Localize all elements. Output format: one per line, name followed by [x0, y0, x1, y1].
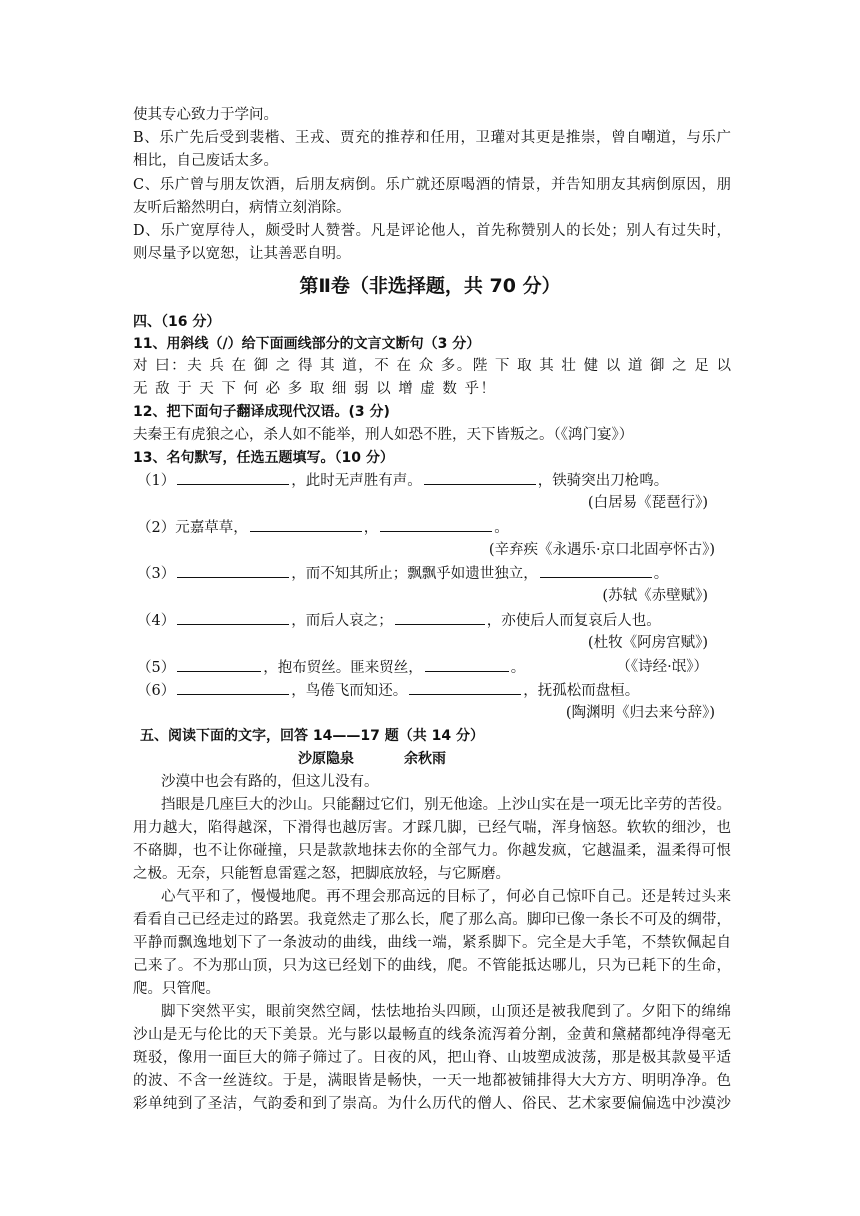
option-b-line2: 相比，自己废话太多。 — [133, 153, 278, 169]
item-text: ，此时无声胜有声。 — [291, 473, 422, 489]
answer-blank[interactable] — [395, 609, 485, 625]
question-12: 12、把下面句子翻译成现代汉语。(3 分) — [133, 404, 390, 420]
q11-passage-line1: 对 曰：夫 兵 在 御 之 得 其 道，不 在 众 多。陛 下 取 其 壮 健 以 道 御 之 足 以 — [133, 358, 731, 374]
item-number: （6） — [137, 683, 176, 699]
essay-p2-line4: 之极。无奈，只能暂息雷霆之怒，把脚底放轻，与它厮磨。 — [133, 866, 510, 882]
source-citation: (陶渊明《归去来兮辞》) — [565, 705, 715, 721]
essay-p4-line2: 沙山是无与伦比的天下美景。光与影以最畅直的线条流泻着分割，金黄和黛赭都纯净得毫无 — [133, 1027, 731, 1043]
essay-p3-line2: 看看自己已经走过的路罢。我竟然走了那么长，爬了那么高。脚印已像一条长不可及的绸带， — [133, 912, 731, 928]
item-number: （5） — [137, 660, 176, 676]
item-text: 。 — [510, 660, 526, 676]
item-text: ，亦使后人而复哀后人也。 — [486, 613, 661, 629]
option-c-line2: 友听后豁然明白，病情立刻消除。 — [133, 200, 351, 216]
essay-p3-line5: 爬。只管爬。 — [133, 981, 220, 997]
answer-blank[interactable] — [177, 469, 289, 485]
essay-p3-line1: 心气平和了，慢慢地爬。再不理会那高远的目标了，何必自己惊吓自己。还是转过头来 — [161, 889, 731, 905]
essay-p2-line1: 挡眼是几座巨大的沙山。只能翻过它们，别无他途。上沙山实在是一项无比辛劳的苦役。 — [161, 797, 731, 813]
answer-blank[interactable] — [177, 562, 289, 578]
question-13: 13、名句默写，任选五题填写。（10 分） — [133, 450, 394, 466]
fill-item-6 — [137, 679, 639, 702]
essay-p4-line1: 脚下突然平实，眼前突然空阔，怯怯地抬头四顾，山顶还是被我爬到了。夕阳下的绵绵 — [161, 1004, 731, 1020]
item-number: （4） — [137, 613, 176, 629]
item-number: （1） — [137, 473, 176, 489]
q11-passage-line2: 无 敌 于 天 下 何 必 多 取 细 弱 以 增 虚 数 乎！ — [133, 381, 495, 397]
essay-p3-line4: 己来了。不为那山顶，只为这已经划下的曲线，爬。不管能抵达哪儿，只为已耗下的生命， — [133, 958, 731, 974]
item-text: ，鸟倦飞而知还。 — [291, 683, 408, 699]
essay-author: 余秋雨 — [404, 751, 446, 767]
item-text: ，抱布贸丝。匪来贸丝， — [263, 660, 423, 676]
question-11: 11、用斜线（/）给下面画线部分的文言文断句（3 分） — [133, 336, 481, 352]
fill-item-4 — [137, 609, 661, 632]
answer-blank[interactable] — [540, 562, 652, 578]
answer-blank[interactable] — [177, 609, 289, 625]
fill-item-5 — [137, 656, 525, 679]
essay-p4-line4: 的波、不含一丝涟纹。于是，满眼皆是畅快，一天一地都被铺排得大大方方、明明净净。色 — [133, 1073, 731, 1089]
source-citation: (辛弃疾《永遇乐·京口北固亭怀古》) — [488, 542, 715, 558]
item-text: ，而后人哀之； — [291, 613, 393, 629]
item-text: ，铁骑突出刀枪鸣。 — [537, 473, 669, 489]
fill-item-2 — [137, 516, 509, 539]
item-text: 。 — [494, 520, 509, 536]
option-b-line1: B、乐广先后受到裴楷、王戎、贾充的推荐和任用，卫瓘对其更是推崇，曾自嘲道，与乐广 — [133, 130, 731, 146]
text-line: 使其专心致力于学问。 — [133, 107, 278, 123]
answer-blank[interactable] — [177, 656, 261, 672]
source-citation: （《诗经·氓》） — [616, 659, 708, 675]
essay-p3-line3: 平静而飘逸地划下了一条波动的曲线，曲线一端，紧系脚下。完全是大手笔，不禁钦佩起自 — [133, 935, 731, 951]
answer-blank[interactable] — [409, 679, 521, 695]
part-five-instruction: 五、阅读下面的文字，回答 14——17 题（共 14 分） — [140, 728, 484, 744]
essay-title: 沙原隐泉 — [298, 751, 354, 767]
part-four-label: 四、（16 分） — [133, 314, 221, 330]
fill-item-3 — [137, 562, 668, 585]
fill-item-1 — [137, 469, 668, 492]
essay-p2-line2: 用力越大，陷得越深，下滑得也越厉害。才踩几脚，已经气喘，浑身恼怒。软软的细沙，也 — [133, 820, 731, 836]
essay-p4-line3: 斑驳，像用一面巨大的筛子筛过了。日夜的风，把山脊、山坡塑成波荡，那是极其款曼平适 — [133, 1050, 731, 1066]
answer-blank[interactable] — [425, 656, 509, 672]
q12-sentence: 夫秦王有虎狼之心，杀人如不能举，刑人如恐不胜，天下皆叛之。（《鸿门宴》） — [133, 427, 634, 443]
essay-p4-line5: 彩单纯到了圣洁，气韵委和到了崇高。为什么历代的僧人、俗民、艺术家要偏偏选中沙漠沙 — [133, 1096, 731, 1112]
option-d-line2: 则尽量予以宽恕，让其善恶自明。 — [133, 246, 351, 262]
answer-blank[interactable] — [250, 516, 362, 532]
answer-blank[interactable] — [177, 679, 289, 695]
item-text: （2）元嘉草草， — [137, 520, 248, 536]
essay-paragraph-1: 沙漠中也会有路的，但这儿没有。 — [161, 774, 379, 790]
item-text: ，而不知其所止；飘飘乎如遗世独立， — [291, 566, 538, 582]
essay-p2-line3: 不硌脚，也不让你碰撞，只是款款地抹去你的全部气力。你越发疯，它越温柔，温柔得可恨 — [133, 843, 731, 859]
item-text: 。 — [653, 566, 669, 582]
answer-blank[interactable] — [380, 516, 492, 532]
answer-blank[interactable] — [424, 469, 536, 485]
item-text: ，抚孤松而盘桓。 — [523, 683, 640, 699]
option-d-line1: D、乐广宽厚待人，颇受时人赞誉。凡是评论他人，首先称赞别人的长处；别人有过失时， — [133, 223, 731, 239]
option-c-line1: C、乐广曾与朋友饮酒，后朋友病倒。乐广就还原喝酒的情景，并告知朋友其病倒原因，朋 — [133, 177, 731, 193]
item-text: ， — [363, 520, 379, 536]
source-citation: (白居易《琵琶行》) — [587, 495, 708, 511]
section-heading: 第Ⅱ卷（非选择题，共 70 分） — [299, 275, 561, 297]
item-number: （3） — [137, 566, 176, 582]
source-citation: (杜牧《阿房宫赋》) — [587, 635, 708, 651]
source-citation: (苏轼《赤壁赋》) — [602, 588, 708, 604]
